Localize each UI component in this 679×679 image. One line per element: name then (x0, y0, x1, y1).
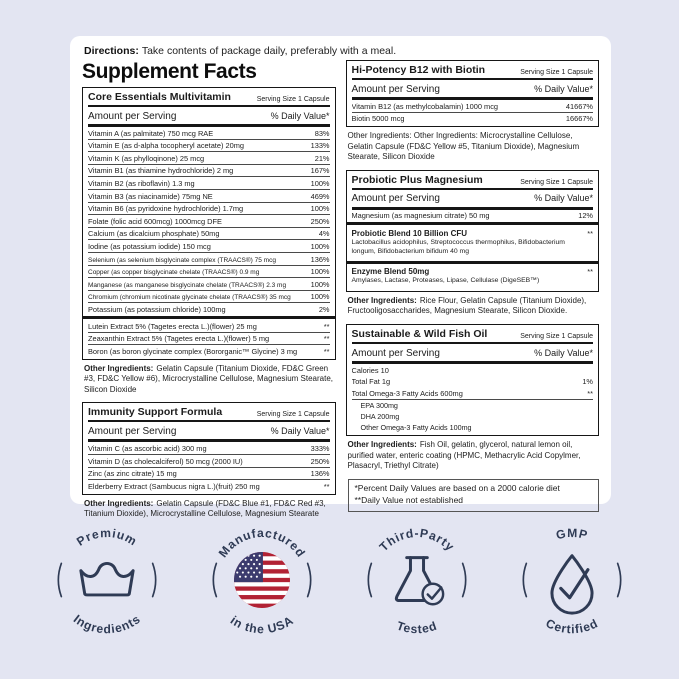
panel-header (88, 88, 330, 107)
other-ingredients-label: Other Ingredients: (347, 295, 417, 305)
nutrient-name: Potassium (as potassium chloride) 100mg (88, 304, 226, 314)
gmp-certified-badge (502, 505, 642, 655)
nutrient-value: ** (323, 334, 330, 344)
other-ingredients-text: Fish Oil, gelatin, glycerol, natural lemon oil, purified water, enteric coating (HPMC, Methacrylic Acid Copylmer, Plasacryl, Triethyl Citrate) (347, 440, 581, 471)
fish-oil-panel (346, 324, 600, 436)
panel-header (352, 325, 594, 344)
badge-arc (308, 563, 311, 596)
nutrient-subrow: Other Omega-3 Fatty Acids 100mg (360, 423, 472, 433)
probiotic-panel (346, 170, 600, 292)
nutrient-row (88, 442, 330, 455)
nutrient-name: Vitamin B1 (as thiamine hydrochloride) 2 mg (88, 166, 234, 176)
nutrient-row (88, 240, 330, 253)
nutrient-value: 83% (314, 128, 330, 138)
blend-name: Enzyme Blend 50mg (351, 267, 430, 277)
serving-size: Serving Size 1 Capsule (256, 96, 330, 103)
nutrient-value: 469% (310, 191, 330, 201)
nutrient-value: 133% (310, 141, 330, 151)
nutrient-row (88, 165, 330, 178)
nutrient-value: 16667% (565, 114, 593, 124)
nutrient-value: 100% (310, 292, 330, 302)
nutrient-row (88, 177, 330, 190)
made-in-usa-badge (192, 505, 332, 655)
nutrient-value: 2% (318, 304, 330, 314)
nutrient-value: ** (323, 321, 330, 331)
panel-header (88, 403, 330, 422)
flask-check-icon (396, 558, 443, 605)
page-title: Supplement Facts (82, 60, 257, 83)
amount-header-row (88, 422, 330, 442)
amount-header-row (352, 344, 594, 364)
nutrient-row (88, 320, 330, 333)
certification-badges (0, 505, 679, 655)
nutrient-value: 1% (582, 377, 593, 387)
nutrient-name: Total Omega-3 Fatty Acids 600mg (351, 388, 463, 398)
badge-arc (463, 563, 466, 596)
amount-header: Amount per Serving (88, 425, 177, 437)
nutrient-name: Lutein Extract 5% (Tagetes erecta L.)(flower) 25 mg (88, 321, 257, 331)
badge-arc (618, 563, 621, 596)
nutrient-name: Vitamin K (as phylloqinone) 25 mcg (88, 153, 205, 163)
b12-panel (346, 60, 600, 127)
nutrient-name: Manganese (as manganese bisglycinate chelate (TRAACS®) 2.3 mg (88, 281, 287, 289)
third-party-tested-badge (347, 505, 487, 655)
nutrient-row (352, 364, 594, 376)
nutrient-value: 167% (310, 166, 330, 176)
other-ingredients-label: Other Ingredients: (347, 440, 417, 450)
nutrient-row (88, 127, 330, 140)
nutrient-row (88, 253, 330, 266)
nutrient-row (88, 468, 330, 481)
panel-title: Hi-Potency B12 with Biotin (351, 64, 486, 76)
directions-line (84, 45, 599, 57)
nutrient-row (88, 215, 330, 228)
panel-title: Immunity Support Formula (88, 406, 223, 419)
nutrient-row (88, 203, 330, 216)
panel-header (352, 61, 594, 80)
directions-label: Directions: (84, 45, 139, 57)
nutrient-name: Vitamin B6 (as pyridoxine hydrochloride) 1.7mg (88, 204, 244, 214)
serving-size: Serving Size 1 Capsule (520, 69, 593, 76)
probiotic-other-ingredients (348, 296, 598, 317)
nutrient-row (88, 333, 330, 346)
nutrient-name: Copper (as copper bisglycinate chelate (TRAACS®) 0.9 mg (88, 269, 260, 277)
nutrient-value: 250% (310, 456, 330, 466)
amount-header-row (88, 107, 330, 127)
section-divider (347, 222, 599, 225)
immunity-panel (82, 402, 336, 494)
badge-top-text: GMP (554, 525, 590, 543)
nutrient-value: 100% (310, 241, 330, 251)
amount-header: Amount per Serving (351, 83, 440, 95)
serving-size: Serving Size 1 Capsule (520, 333, 593, 340)
badge-bottom-text: Ingredients (70, 611, 144, 637)
other-ingredients-label: Other Ingredients: (84, 363, 154, 373)
badge-top-text: Premium (74, 525, 140, 549)
nutrient-name: Elderberry Extract (Sambucus nigra L.)(fruit) 250 mg (88, 481, 260, 491)
amount-header: Amount per Serving (351, 193, 440, 205)
nutrient-name: Total Fat 1g (351, 377, 391, 387)
nutrient-name: Calories 10 (351, 365, 389, 375)
blend-name: Probiotic Blend 10 Billion CFU (351, 228, 468, 238)
nutrient-value: 21% (314, 153, 330, 163)
other-ingredients-text: Gelatin Capsule (Titanium Dioxide, FD&C Green #3, FD&C Yellow #6), Microcrystalline Cellulose, Magnesium Stearate, Silicon Dioxide (84, 363, 333, 394)
nutrient-subrow: EPA 300mg (360, 400, 398, 410)
amount-header: Amount per Serving (351, 347, 440, 359)
dv-header: % Daily Value* (270, 425, 330, 436)
nutrient-name: Zinc (as zinc citrate) 15 mg (88, 469, 177, 479)
nutrient-row (88, 480, 330, 492)
amount-header: Amount per Serving (88, 110, 177, 122)
section-divider (83, 316, 335, 319)
blend-components: Lactobacillus acidophilus, Streptococcus thermophilus, Bifidobacterium longum, Bifidobacterium bifidum 40 mg (351, 238, 565, 255)
nutrient-row (88, 228, 330, 241)
nutrient-row (88, 266, 330, 279)
dv-header: % Daily Value* (534, 83, 593, 94)
nutrient-value: 100% (310, 204, 330, 214)
other-ingredients-text: Other Ingredients: Other Ingredients: Microcrystalline Cellulose, Gelatin Capsule (FD&C Yellow #5, Titanium Dioxide), Magnesium Stearate, Silicon Dioxide (347, 131, 580, 162)
blend-value: ** (587, 267, 593, 277)
blend-components: Amylases, Lactase, Proteases, Lipase, Cellulase (DigeSEB™) (351, 277, 540, 285)
right-column (346, 60, 600, 527)
core-other-ingredients (84, 364, 334, 396)
nutrient-row (352, 113, 594, 125)
nutrient-value: 4% (318, 229, 330, 239)
nutrient-name: Zeaxanthin Extract 5% (Tagetes erecta L.)(flower) 5 mg (88, 334, 270, 344)
badge-bottom-text: Tested (394, 618, 440, 637)
b12-other-ingredients (348, 131, 598, 163)
badge-arc (153, 563, 156, 596)
nutrient-row (88, 190, 330, 203)
amount-header-row (352, 190, 594, 210)
section-divider (347, 261, 599, 264)
nutrient-row (88, 303, 330, 315)
directions-text: Take contents of package daily, preferably with a meal. (141, 45, 397, 57)
nutrient-row (352, 376, 594, 388)
nutrient-value: 136% (310, 254, 330, 264)
nutrient-row (88, 455, 330, 468)
nutrient-row (88, 345, 330, 357)
badge-arc (213, 563, 216, 596)
dv-header: % Daily Value* (270, 110, 330, 121)
nutrient-subrow: DHA 200mg (360, 412, 400, 422)
badge-arc (58, 563, 61, 596)
nutrient-value: ** (323, 346, 330, 356)
nutrient-name: Calcium (as dicalcium phosphate) 50mg (88, 229, 220, 239)
usa-flag-icon (234, 552, 290, 608)
other-ingredients-label: Other Ingredients: (84, 498, 154, 508)
nutrient-row (352, 100, 594, 113)
fish-oil-other-ingredients (348, 440, 598, 472)
supplement-facts-card (70, 36, 611, 519)
nutrient-name: Vitamin E (as d-alpha tocopheryl acetate) 20mg (88, 141, 244, 151)
badge-top-text: Manufactured (215, 525, 309, 561)
badge-top-text: Third-Party (376, 526, 458, 555)
nutrient-value: ** (323, 481, 330, 491)
nutrient-row (88, 278, 330, 291)
probiotic-blend (352, 226, 594, 259)
nutrient-name: Vitamin B3 (as niacinamide) 75mg NE (88, 191, 213, 201)
blend-header (352, 267, 594, 276)
nutrient-name: Folate (folic acid 600mcg) 1000mcg DFE (88, 216, 222, 226)
footnote-line: *Percent Daily Values are based on a 2000 calorie diet (354, 482, 560, 493)
nutrient-name: Selenium (as selenium bisglycinate complex (TRAACS®) 75 mcg (88, 256, 276, 264)
badge-bottom-text: Certified (543, 616, 601, 637)
panel-title: Probiotic Plus Magnesium (351, 173, 483, 186)
nutrient-name: Vitamin B12 (as methylcobalamin) 1000 mcg (351, 101, 499, 111)
nutrient-name: Vitamin A (as palmitate) 750 mcg RAE (88, 128, 214, 138)
badge-arc (368, 563, 371, 596)
nutrient-value: 250% (310, 216, 330, 226)
panel-title: Core Essentials Multivitamin (88, 91, 231, 103)
nutrient-row (88, 152, 330, 165)
nutrient-value: 100% (310, 279, 330, 289)
nutrient-value: 136% (310, 469, 330, 479)
serving-size: Serving Size 1 Capsule (520, 178, 593, 186)
nutrient-name: Chromium (chromium nicotinate glycinate chelate (TRAACS®) 35 mcg (88, 294, 291, 302)
nutrient-value: 100% (310, 267, 330, 277)
other-ingredients-text: Gelatin Capsule (FD&C Blue #1, FD&C Red #3, Titanium Dioxide), Microcrystalline Cellulose, Magnesium Stearate (84, 498, 326, 519)
nutrient-name: Vitamin D (as cholecalciferol) 50 mcg (2000 IU) (88, 456, 243, 466)
nutrient-name: Boron (as boron glycinate complex (Bororganic™ Glycine) 3 mg (88, 346, 298, 356)
nutrient-value: 12% (578, 211, 593, 221)
nutrient-row (88, 291, 330, 304)
left-column (82, 60, 336, 527)
nutrient-value: ** (587, 388, 593, 398)
dv-header: % Daily Value* (534, 193, 593, 204)
panel-title: Sustainable & Wild Fish Oil (351, 328, 488, 340)
nutrient-name: Biotin 5000 mcg (351, 114, 405, 124)
core-multivitamin-panel (82, 87, 336, 360)
nutrient-name: Iodine (as potassium iodide) 150 mcg (88, 241, 211, 251)
drop-check-icon (552, 556, 592, 613)
nutrient-value: 41667% (565, 101, 593, 111)
panel-header (352, 171, 594, 190)
enzyme-blend (352, 265, 594, 289)
serving-size: Serving Size 1 Capsule (256, 411, 330, 419)
premium-ingredients-badge (37, 505, 177, 655)
nutrient-value: 333% (310, 443, 330, 453)
dv-header: % Daily Value* (534, 347, 593, 358)
amount-header-row (352, 80, 594, 100)
nutrient-name: Magnesium (as magnesium citrate) 50 mg (351, 211, 490, 221)
nutrient-row (352, 387, 594, 400)
other-ingredients-text: Rice Flour, Gelatin Capsule (Titanium Dioxide), Fructooligosaccharides, Magnesium Stearate, Silicon Dioxide. (347, 295, 587, 316)
blend-value: ** (587, 228, 593, 238)
label-columns (82, 60, 599, 527)
nutrient-name: Vitamin B2 (as riboflavin) 1.3 mg (88, 178, 195, 188)
badge-arc (523, 563, 526, 596)
badge-bottom-text: in the USA (227, 613, 297, 637)
nutrient-value: 100% (310, 178, 330, 188)
crown-icon (81, 563, 133, 595)
nutrient-row (352, 210, 594, 222)
nutrient-name: Vitamin C (as ascorbic acid) 300 mg (88, 443, 207, 453)
blend-header (352, 229, 594, 238)
footnote-line: **Daily Value not established (354, 494, 464, 505)
nutrient-row (88, 140, 330, 153)
